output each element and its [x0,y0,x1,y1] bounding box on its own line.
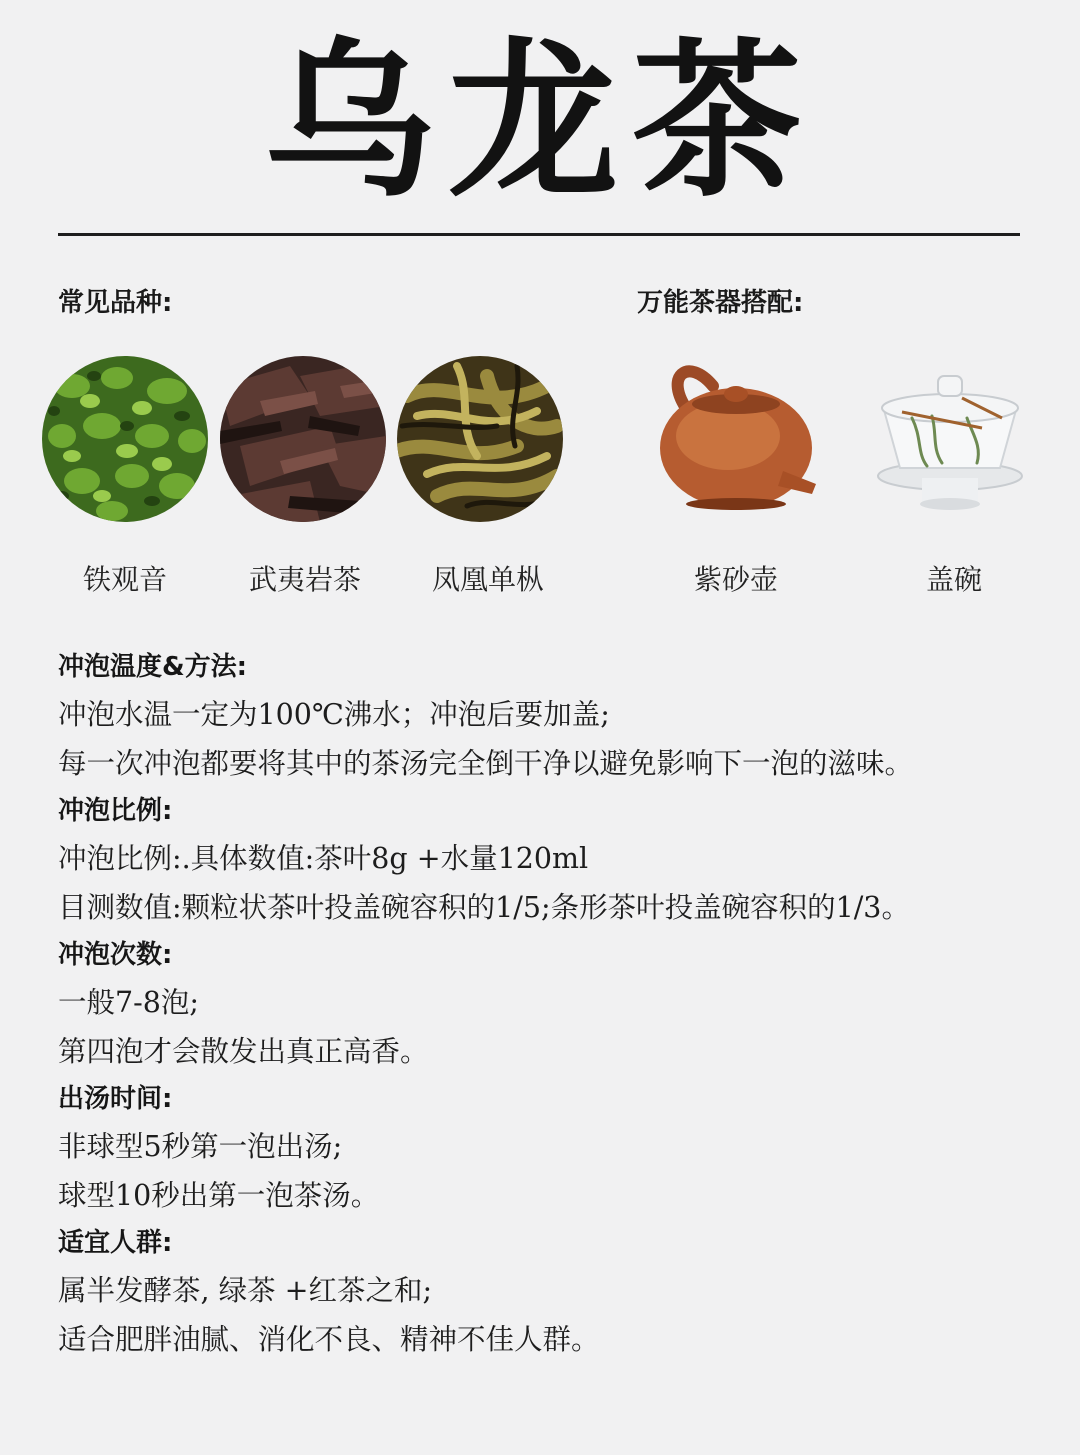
zisha-teapot-image [658,356,818,520]
section-line: 球型10秒出第一泡茶汤。 [58,1179,380,1212]
section-line: 适合肥胖油腻、消化不良、精神不佳人群。 [58,1323,600,1356]
brewing-guide [58,644,1038,1364]
section-line: 一般7-8泡; [58,986,199,1019]
teaware-heading: 万能茶器搭配: [637,288,804,318]
varieties-heading: 常见品种: [58,288,173,318]
variety-label-dancong: 凤凰单枞 [431,563,544,596]
page-title: 乌龙茶 [263,23,816,221]
section-line: 每一次冲泡都要将其中的茶汤完全倒干净以避免影响下一泡的滋味。 [58,747,914,780]
variety-label-tieguanyin: 铁观音 [82,563,167,596]
gaiwan-image [872,368,1028,522]
tieguanyin-leaf-image [42,356,208,522]
section-heading-steep-time: 出汤时间: [58,1084,173,1114]
section-heading-ratio: 冲泡比例: [58,796,173,826]
wuyi-rock-tea-leaf-image [220,356,386,522]
teaware-label-teapot: 紫砂壶 [693,563,778,596]
section-line: 非球型5秒第一泡出汤; [58,1130,343,1163]
phoenix-dancong-leaf-image [397,356,563,522]
section-line: 目测数值:颗粒状茶叶投盖碗容积的1/5;条形茶叶投盖碗容积的1/3。 [58,891,910,924]
section-line: 冲泡比例:.具体数值:茶叶8g +水量120ml [58,842,589,875]
title-divider [58,233,1020,236]
section-heading-infusions: 冲泡次数: [58,940,173,970]
section-line: 冲泡水温一定为100℃沸水；冲泡后要加盖; [58,698,610,731]
section-heading-suitable-people: 适宜人群: [58,1228,173,1258]
teaware-label-gaiwan: 盖碗 [925,563,982,596]
section-heading-temperature: 冲泡温度&方法: [58,652,248,682]
section-line: 属半发酵茶, 绿茶 +红茶之和; [58,1274,433,1307]
variety-label-wuyi: 武夷岩茶 [248,563,361,596]
section-line: 第四泡才会散发出真正高香。 [58,1035,429,1068]
